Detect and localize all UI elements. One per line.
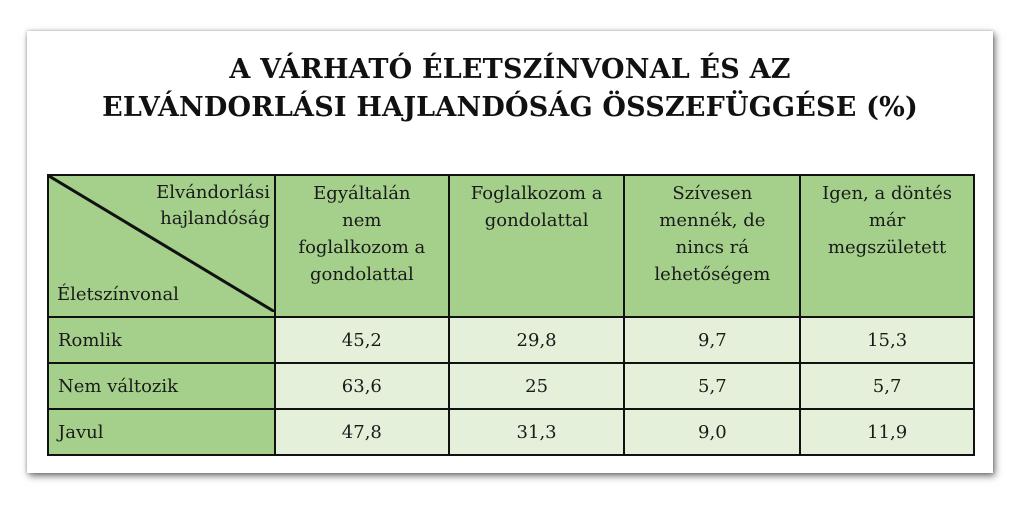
column-header [275,175,449,317]
title-line-2: ELVÁNDORLÁSI HAJLANDÓSÁG ÖSSZEFÜGGÉSE (%) [102,92,918,123]
table-cell: 11,9 [800,409,974,455]
column-header-line: Szívesen [672,183,753,204]
corner-top-line-1: Elvándorlási [156,182,270,203]
page-title [27,51,993,127]
table-cell: 9,0 [624,409,800,455]
table-cell: 45,2 [275,317,449,363]
column-header-line: lehetőségem [654,264,771,285]
table-row [48,409,974,455]
table-cell: 9,7 [624,317,800,363]
row-label: Javul [48,409,275,455]
table-row [48,363,974,409]
table-cell: 15,3 [800,317,974,363]
column-header-line: nem [342,210,382,231]
data-table [47,174,975,456]
row-label: Nem változik [48,363,275,409]
column-header-line: mennék, de [659,210,766,231]
table-cell: 25 [449,363,625,409]
column-header-line: megszületett [827,237,947,258]
column-header [624,175,800,317]
column-header-line: Egyáltalán [313,183,411,204]
column-header-line: nincs rá [675,237,749,258]
table-cell: 5,7 [624,363,800,409]
table-cell: 63,6 [275,363,449,409]
column-header-line: Igen, a döntés [822,183,953,204]
column-header [449,175,625,317]
corner-top-line-2: hajlandóság [160,208,270,229]
table-card [27,31,993,473]
column-header-line: Foglalkozom a [470,183,603,204]
title-line-1: A VÁRHATÓ ÉLETSZÍNVONAL ÉS AZ [229,54,791,85]
corner-header-cell [48,175,275,317]
column-header-line: már [868,210,906,231]
table-row [48,317,974,363]
column-header-line: foglalkozom a [298,237,426,258]
column-header-line: gondolattal [484,210,589,231]
corner-top-label [156,180,270,232]
column-header-line: gondolattal [309,264,414,285]
table-cell: 29,8 [449,317,625,363]
header-row [48,175,974,317]
table-cell: 47,8 [275,409,449,455]
table-cell: 5,7 [800,363,974,409]
table-cell: 31,3 [449,409,625,455]
corner-bottom-label: Életszínvonal [57,284,179,305]
row-label: Romlik [48,317,275,363]
column-header [800,175,974,317]
